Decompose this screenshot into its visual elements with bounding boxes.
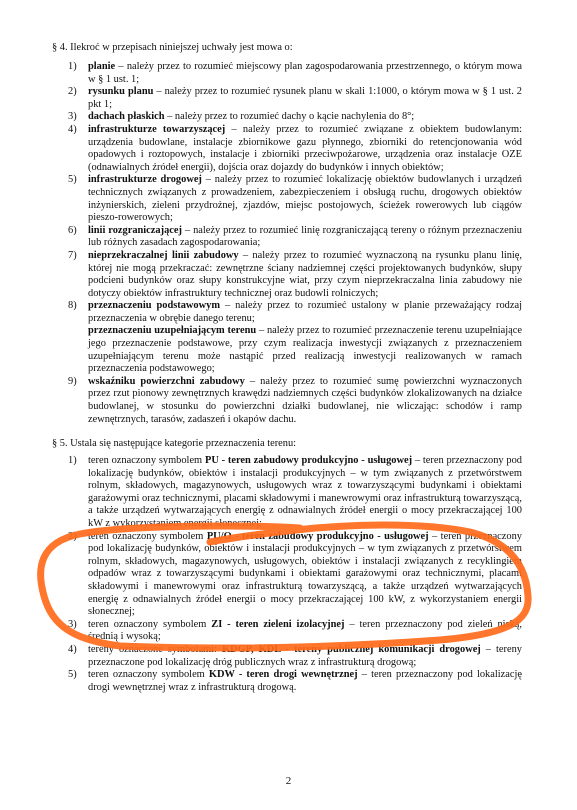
page-number: 2: [285, 775, 292, 787]
definition-text: – należy przez to rozumieć miejscowy plan zagospodarowania przestrzennego, o którym mowa w § 1 ust. 1;: [88, 61, 522, 85]
item-number: 1): [68, 455, 77, 466]
defined-term: infrastrukturze towarzyszącej: [88, 123, 226, 135]
item-number: 3): [68, 111, 77, 123]
item-number: 5): [68, 174, 77, 186]
definition-item: [52, 124, 522, 174]
item-number: 9): [68, 375, 77, 387]
section-5-intro: § 5. Ustala się następujące kategorie przeznaczenia terenu:: [52, 438, 297, 449]
category-symbol: ZI - teren zieleni izolacyjnej: [211, 618, 345, 630]
definition-text: – należy przez to rozumieć wyznaczoną na rysunku planu linię, której nie mogą przekraczać: zewnętrzne ściany nadziemnej części projektowanych budynków, słupy podcieni budynków oraz słupy konstrukcyjne wiat, przy czym nieprzekraczalna linia zabudowy nie dotyczy obiektów infrastruktury technicznej oraz budowli rolniczych;: [88, 249, 523, 299]
item-number: 1): [68, 61, 77, 72]
defined-term: planie: [88, 61, 116, 72]
category-item: [52, 619, 522, 644]
definition-text: – należy przez to rozumieć rysunek planu w skali 1:1000, o którym mowa w § 1 ust. 2 pkt 1;: [88, 86, 522, 110]
category-symbol: PU - teren zabudowy produkcyjno - usługowej: [204, 455, 413, 466]
definition-text: – należy przez to rozumieć związane z obiektem budowlanym: urządzenia budowlane, instalacje zbiornikowe gazu płynnego, zbiorniki do retencjonowania wód opadowych i roztopowych, instalacje i zbiorniki przeciwpożarowe, urządzenia oraz instalacje OZE (odnawialnych źródeł energii), dojścia oraz dojazdy do budynków i innych obiektów;: [88, 123, 522, 173]
section-5-list: [52, 455, 522, 694]
item-number: 7): [68, 249, 77, 261]
defined-term: przeznaczeniu uzupełniającym terenu: [88, 325, 257, 337]
category-item: [52, 455, 522, 531]
category-symbol: PU/O - teren zabudowy produkcyjno - usługowej: [206, 530, 429, 542]
definition-item: [52, 61, 522, 86]
category-text: – tereny przeznaczone pod lokalizację dróg publicznych wraz z infrastrukturą drogową;: [88, 643, 522, 668]
category-prefix: teren oznaczony symbolem: [88, 669, 209, 681]
defined-term: linii rozgraniczającej: [88, 224, 182, 236]
definition-item: [52, 86, 522, 111]
defined-term: dachach płaskich: [88, 111, 165, 123]
item-number: 2): [68, 86, 77, 98]
category-text: – teren przeznaczony pod lokalizację budynków, obiektów i instalacji produkcyjnych – w tym związanych z przetwórstwem rolnym, składowych, magazynowych, usługowych, obiektów i instalacji związanych z recyklingiem odpadów wraz z towarzyszącymi budynkami i obiektami garażowymi oraz technicznymi, placami składowymi i manewrowymi oraz infrastrukturą towarzyszącą, a także urządzeń wytwarzających energię z odnawialnych źródeł energii o mocy przekraczającej 100 kW, z wykorzystaniem energii słonecznej;: [88, 530, 522, 618]
defined-term: nieprzekraczalnej linii zabudowy: [88, 249, 239, 261]
definition-item: [52, 174, 522, 224]
definition-text: – należy przez to rozumieć ustalony w planie przeważający rodzaj przeznaczenia w obrębie danego terenu;: [88, 300, 522, 324]
definition-item: [52, 111, 522, 124]
category-item: [52, 644, 522, 669]
definition-item: [52, 225, 522, 250]
defined-term: wskaźniku powierzchni zabudowy: [88, 375, 245, 387]
category-text: – teren przeznaczony pod lokalizację budynków, obiektów i instalacji produkcyjnych – w tym związanych z przetwórstwem rolnym, składowych, magazynowych, usługowych wraz z towarzyszącymi budynkami i obiektami garażowymi oraz technicznymi, placami składowymi i manewrowymi oraz infrastrukturą towarzyszącą, a także urządzeń wytwarzających energię z odnawialnych źródeł energii o mocy przekraczającej 100 kW z wykorzystaniem energii słonecznej;: [88, 455, 523, 529]
defined-term: przeznaczeniu podstawowym: [88, 300, 220, 312]
item-number: 3): [68, 618, 77, 630]
definition-text: – należy przez to rozumieć sumę powierzchni wyznaczonych przez rzut pionowy zewnętrznych krawędzi nadziemnych części budynków zlokalizowanych na działce budowlanej, w stosunku do powierzchni działki budowlanej, nie wliczając: schodów i ramp zewnętrznych, tarasów, zadaszeń i okapów dachu.: [88, 375, 522, 425]
section-4-intro: § 4. Ilekroć w przepisach niniejszej uchwały jest mowa o:: [52, 42, 293, 53]
definition-text: – należy przez to rozumieć dachy o kącie nachylenia do 8°;: [164, 111, 415, 123]
category-symbol: KDGP, KDL - tereny publicznej komunikacji drogowej: [221, 643, 481, 655]
defined-term: infrastrukturze drogowej: [88, 174, 202, 186]
item-number: 4): [68, 643, 77, 655]
definition-text: – należy przez to rozumieć przeznaczenie terenu uzupełniające jego przeznaczenie podstawowe, przy czym realizacja inwestycji związanych z przeznaczeniem uzupełniającym terenu może nastąpić przed realizacją inwestycji realizowanych w ramach przeznaczenia podstawowego;: [88, 325, 522, 375]
definition-item: [52, 300, 522, 376]
item-number: 8): [68, 300, 77, 312]
category-prefix: tereny oznaczone symbolami:: [88, 643, 222, 655]
category-prefix: teren oznaczony symbolem: [88, 530, 207, 542]
item-number: 4): [68, 123, 77, 135]
category-text: – teren przeznaczony pod zieleń niską, średnią i wysoką;: [88, 618, 523, 643]
defined-term: rysunku planu: [88, 86, 154, 98]
item-number: 6): [68, 224, 77, 236]
definition-item: [52, 250, 522, 300]
item-number: 2): [68, 530, 77, 542]
category-prefix: teren oznaczony symbolem: [88, 455, 205, 466]
category-symbol: KDW - teren drogi wewnętrznej: [208, 669, 358, 681]
item-number: 5): [68, 669, 77, 681]
category-item: [52, 531, 522, 619]
definition-item: [52, 376, 522, 426]
category-text: – teren przeznaczony pod lokalizację drogi wewnętrznej wraz z infrastrukturą drogową.: [88, 669, 522, 693]
category-prefix: teren oznaczony symbolem: [88, 618, 212, 630]
definition-text: – należy przez to rozumieć lokalizację obiektów budowlanych i urządzeń technicznych związanych z prowadzeniem, zabezpieczeniem i obsługą ruchu, drogowych obiektów inżynierskich, zieleni przydrożnej, zjazdów, miejsc postojowych, ścieżek rowerowych lub ciągów pieszo-rowerowych;: [88, 174, 522, 224]
section-4-list: [52, 61, 522, 426]
category-item: [52, 669, 522, 694]
definition-text: – należy przez to rozumieć linię rozgraniczającą tereny o różnym przeznaczeniu lub różnych zasadach zagospodarowania;: [88, 224, 522, 249]
